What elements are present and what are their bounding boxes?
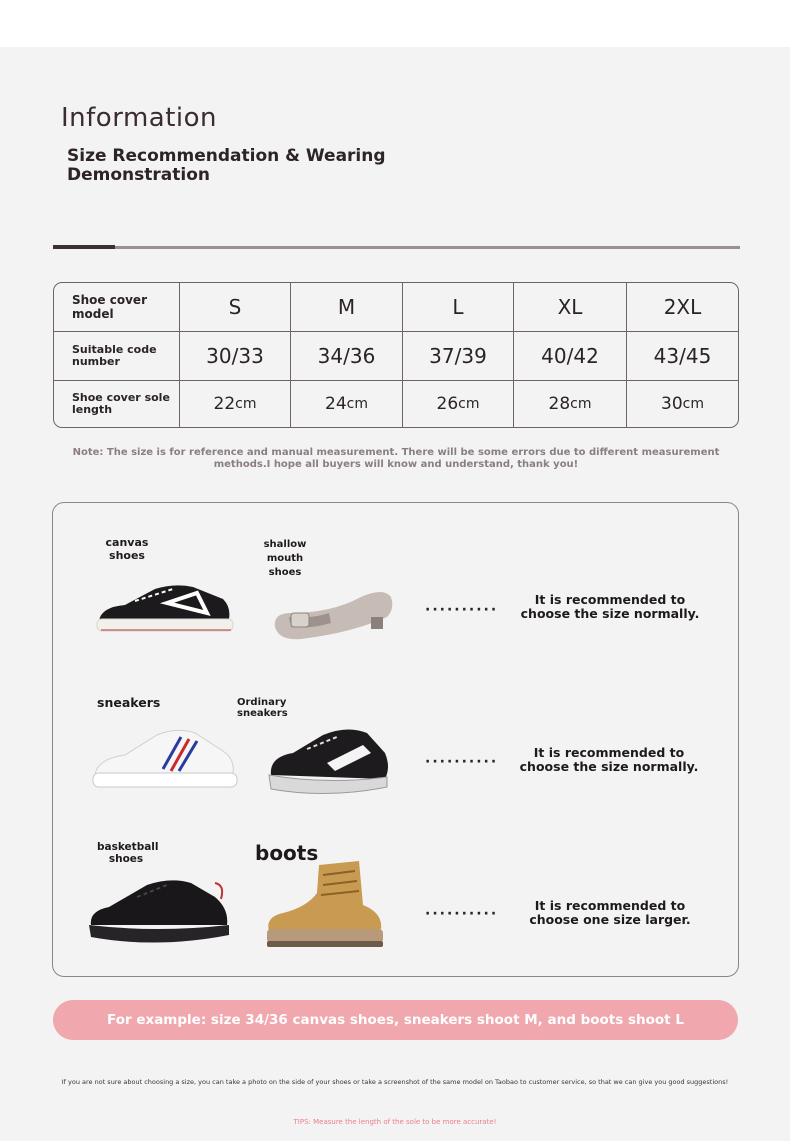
- shoe-label-canvas: canvas shoes: [105, 536, 149, 562]
- length-value: 30: [661, 394, 683, 414]
- table-cell: M: [291, 283, 403, 331]
- title-underline: [115, 246, 740, 249]
- dotted-connector: ··········: [425, 754, 499, 770]
- shoe-label-ordinary-sneakers: Ordinary sneakers: [237, 697, 288, 719]
- row-header: Shoe cover model: [54, 283, 180, 331]
- table-row: [54, 381, 738, 427]
- basketball-shoe-image: [87, 875, 233, 951]
- page-title: Information: [61, 103, 218, 133]
- running-sneaker-image: [267, 723, 391, 803]
- recommendation-text: It is recommended to choose one size larger.: [529, 898, 691, 927]
- length-unit: cm: [682, 396, 704, 412]
- dotted-connector: ··········: [425, 602, 499, 618]
- table-row: [54, 332, 738, 381]
- table-cell: [627, 381, 738, 427]
- length-value: 24: [325, 394, 347, 414]
- shoe-label-basketball: basketball shoes: [97, 841, 159, 865]
- canvas-shoe-image: [95, 581, 235, 639]
- table-cell: L: [403, 283, 514, 331]
- example-banner: For example: size 34/36 canvas shoes, sneakers shoot M, and boots shoot L: [53, 1000, 738, 1040]
- size-table: [53, 282, 739, 428]
- recommendation-panel: [52, 502, 739, 977]
- table-cell: 30/33: [180, 332, 291, 380]
- length-unit: cm: [458, 396, 480, 412]
- page-subtitle: Size Recommendation & Wearing Demonstration: [67, 146, 386, 185]
- table-row: [54, 283, 738, 332]
- table-cell: [514, 381, 627, 427]
- size-note: Note: The size is for reference and manual measurement. There will be some errors due to different measurement methods.I hope all buyers will know and understand, thank you!: [72, 447, 720, 470]
- table-cell: [180, 381, 291, 427]
- length-unit: cm: [346, 396, 368, 412]
- table-cell: 43/45: [653, 344, 712, 368]
- measurement-tip: TIPS: Measure the length of the sole to be more accurate!: [293, 1118, 497, 1126]
- length-value: 22: [213, 394, 236, 414]
- shoe-label-sneakers: sneakers: [97, 695, 161, 710]
- white-sneaker-image: [91, 725, 239, 793]
- length-value: 26: [436, 394, 459, 414]
- table-cell: 37/39: [403, 332, 514, 380]
- table-cell: [291, 381, 403, 427]
- table-cell: 40/42: [514, 332, 627, 380]
- table-cell: S: [180, 283, 291, 331]
- length-unit: cm: [235, 396, 257, 412]
- recommendation-text: It is recommended to choose the size normally.: [519, 745, 699, 774]
- dotted-connector: ··········: [425, 906, 499, 922]
- flat-shoe-image: [271, 583, 395, 647]
- title-underline-accent: [53, 245, 115, 249]
- table-cell: 2XL: [663, 295, 702, 319]
- shoe-label-boots: boots: [255, 841, 319, 865]
- table-cell: XL: [514, 283, 627, 331]
- boot-image: [263, 859, 387, 955]
- top-white-band: [0, 0, 790, 47]
- table-cell: [403, 381, 514, 427]
- row-header: Suitable code number: [54, 332, 180, 380]
- length-unit: cm: [570, 396, 592, 412]
- shoe-label-shallow: shallow mouth shoes: [263, 539, 307, 578]
- recommendation-text: It is recommended to choose the size normally.: [520, 592, 700, 621]
- customer-service-tip: If you are not sure about choosing a size, you can take a photo on the side of your shoes or take a screenshot of the same model on Taobao to customer service, so that we can give you good suggestions!: [61, 1078, 729, 1086]
- length-value: 28: [548, 394, 571, 414]
- table-cell: 34/36: [291, 332, 403, 380]
- row-header: Shoe cover sole length: [54, 381, 180, 427]
